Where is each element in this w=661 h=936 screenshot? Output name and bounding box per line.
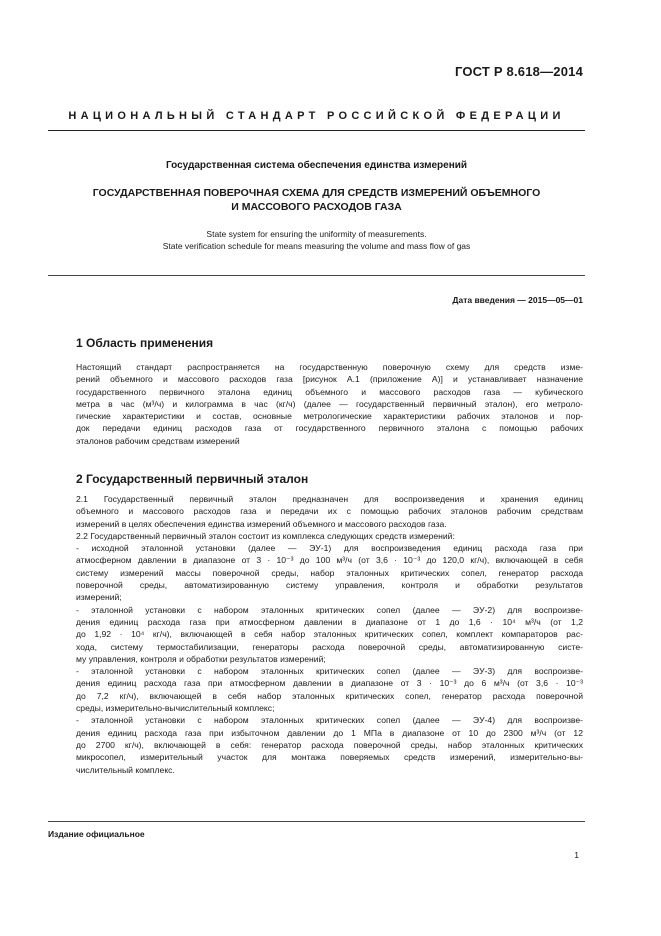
body-line: до 2700 кг/ч), включающей в себя: генератор расхода поверочной среды, набор эталонных критических <box>76 739 583 750</box>
body-line: до 7,2 кг/ч), включающей в себя набор эталонных критических сопел, генератор расхода поверочной <box>76 690 583 701</box>
body-line: объемного и массового расходов газа и передачи их с помощью рабочих эталонов рабочим средствам <box>76 506 583 517</box>
section-2-heading: 2 Государственный первичный эталон <box>76 472 309 486</box>
main-title-line-1: ГОСУДАРСТВЕННАЯ ПОВЕРОЧНАЯ СХЕМА ДЛЯ СРЕДСТВ ИЗМЕРЕНИЙ ОБЪЕМНОГО <box>92 187 541 199</box>
body-line: Настоящий стандарт распространяется на государственную поверочную схему для средств изме- <box>76 362 583 372</box>
body-line: атмосферном давлении в диапазоне от 3 · 10⁻³ до 100 м³/ч (от 3,6 · 10⁻³ до 120,0 кг/ч), включающей в себя <box>76 555 583 566</box>
footer-divider <box>48 821 585 822</box>
body-line: измерений; <box>76 592 122 603</box>
section-2-body <box>76 493 583 776</box>
body-line: хода, систему термостабилизации, генераторы расхода поверочной среды, автоматизированную систе- <box>76 641 583 652</box>
body-line: систему измерений массы поверочной среды, набор эталонных критических сопел, генератор расхода <box>76 567 583 578</box>
title-divider <box>48 275 585 276</box>
english-title <box>48 228 585 252</box>
section-1-body <box>76 361 583 447</box>
body-line: - исходной эталонной установки (далее — ЭУ-1) для воспроизведения единиц расхода газа при <box>76 543 583 554</box>
system-title: Государственная система обеспечения единства измерений <box>165 160 468 171</box>
body-line: дения единиц расхода газа при избыточном давлении до 1 МПа в диапазоне от 10 до 2300 м³/ч (от 12 <box>76 727 583 738</box>
body-line: му управления, контроля и обработки результатов измерений; <box>76 653 326 664</box>
body-line: 2.1 Государственный первичный эталон предназначен для воспроизведения и хранения единиц <box>76 494 583 504</box>
body-line: дения единиц расхода газа при атмосферном давлении в диапазоне от 1 до 1,6 · 10⁴ м³/ч (от 1,2 <box>76 616 583 627</box>
body-line: государственного первичного эталона единиц объемного и массового расходов газа — кубического <box>76 386 583 397</box>
body-line: рений объемного и массового расходов газа [рисунок А.1 (приложение А)] и устанавливает назначение <box>76 374 583 385</box>
body-line: гические характеристики и состав, основные метрологические характеристики рабочих эталонов и пор- <box>76 411 583 422</box>
national-standard-banner: НАЦИОНАЛЬНЫЙ СТАНДАРТ РОССИЙСКОЙ ФЕДЕРАЦИИ <box>68 110 565 122</box>
main-title-line-2: И МАССОВОГО РАСХОДОВ ГАЗА <box>231 201 402 213</box>
body-line: 2.2 Государственный первичный эталон состоит из комплекса следующих средств измерений: <box>76 530 455 541</box>
english-title-line-1: State system for ensuring the uniformity of measurements. <box>206 229 427 239</box>
edition-note: Издание официальное <box>48 829 145 839</box>
effective-date: Дата введения — 2015—05—01 <box>452 295 583 305</box>
body-line: среды, измерительно-вычислительный комплекс; <box>76 703 275 714</box>
body-line: дения единиц расхода газа при атмосферном давлении в диапазоне от 3 · 10⁻³ до 6 м³/ч (от 3,6 · 10⁻³ <box>76 678 583 689</box>
body-line: метра в час (м³/ч) и килограмма в час (кг/ч) (далее — государственный первичный эталон), его метроло- <box>76 398 583 409</box>
body-line: - эталонной установки с набором эталонных критических сопел (далее — ЭУ-2) для воспроизве- <box>76 604 583 615</box>
body-line: микросопел, измерительный участок для монтажа поверяемых средств измерений, измерительно-вы- <box>76 752 583 763</box>
body-line: до 1,92 · 10⁴ кг/ч), включающей в себя набор эталонных критических сопел, комплект компараторов рас- <box>76 629 583 640</box>
page-number: 1 <box>574 850 579 860</box>
english-title-line-2: State verification schedule for means measuring the volume and mass flow of gas <box>162 241 471 251</box>
body-line: эталонов рабочим средствам измерений <box>76 435 240 446</box>
main-title <box>48 186 585 214</box>
section-1-heading: 1 Область применения <box>76 336 214 350</box>
body-line: - эталонной установки с набором эталонных критических сопел (далее — ЭУ-3) для воспроизве- <box>76 666 583 677</box>
body-line: измерений в целях обеспечения единства измерений объемного и массового расходов газа. <box>76 518 447 529</box>
body-line: док передачи единиц расходов газа от государственного первичного эталона с помощью рабочих <box>76 423 583 434</box>
body-line: поверочной среды, автоматизированную систему управления, контроля и обработки результатов <box>76 580 583 591</box>
top-divider <box>48 130 585 131</box>
body-line: - эталонной установки с набором эталонных критических сопел (далее — ЭУ-4) для воспроизве- <box>76 715 583 726</box>
body-line: числительный комплекс. <box>76 764 175 775</box>
document-code: ГОСТ Р 8.618—2014 <box>454 64 583 79</box>
